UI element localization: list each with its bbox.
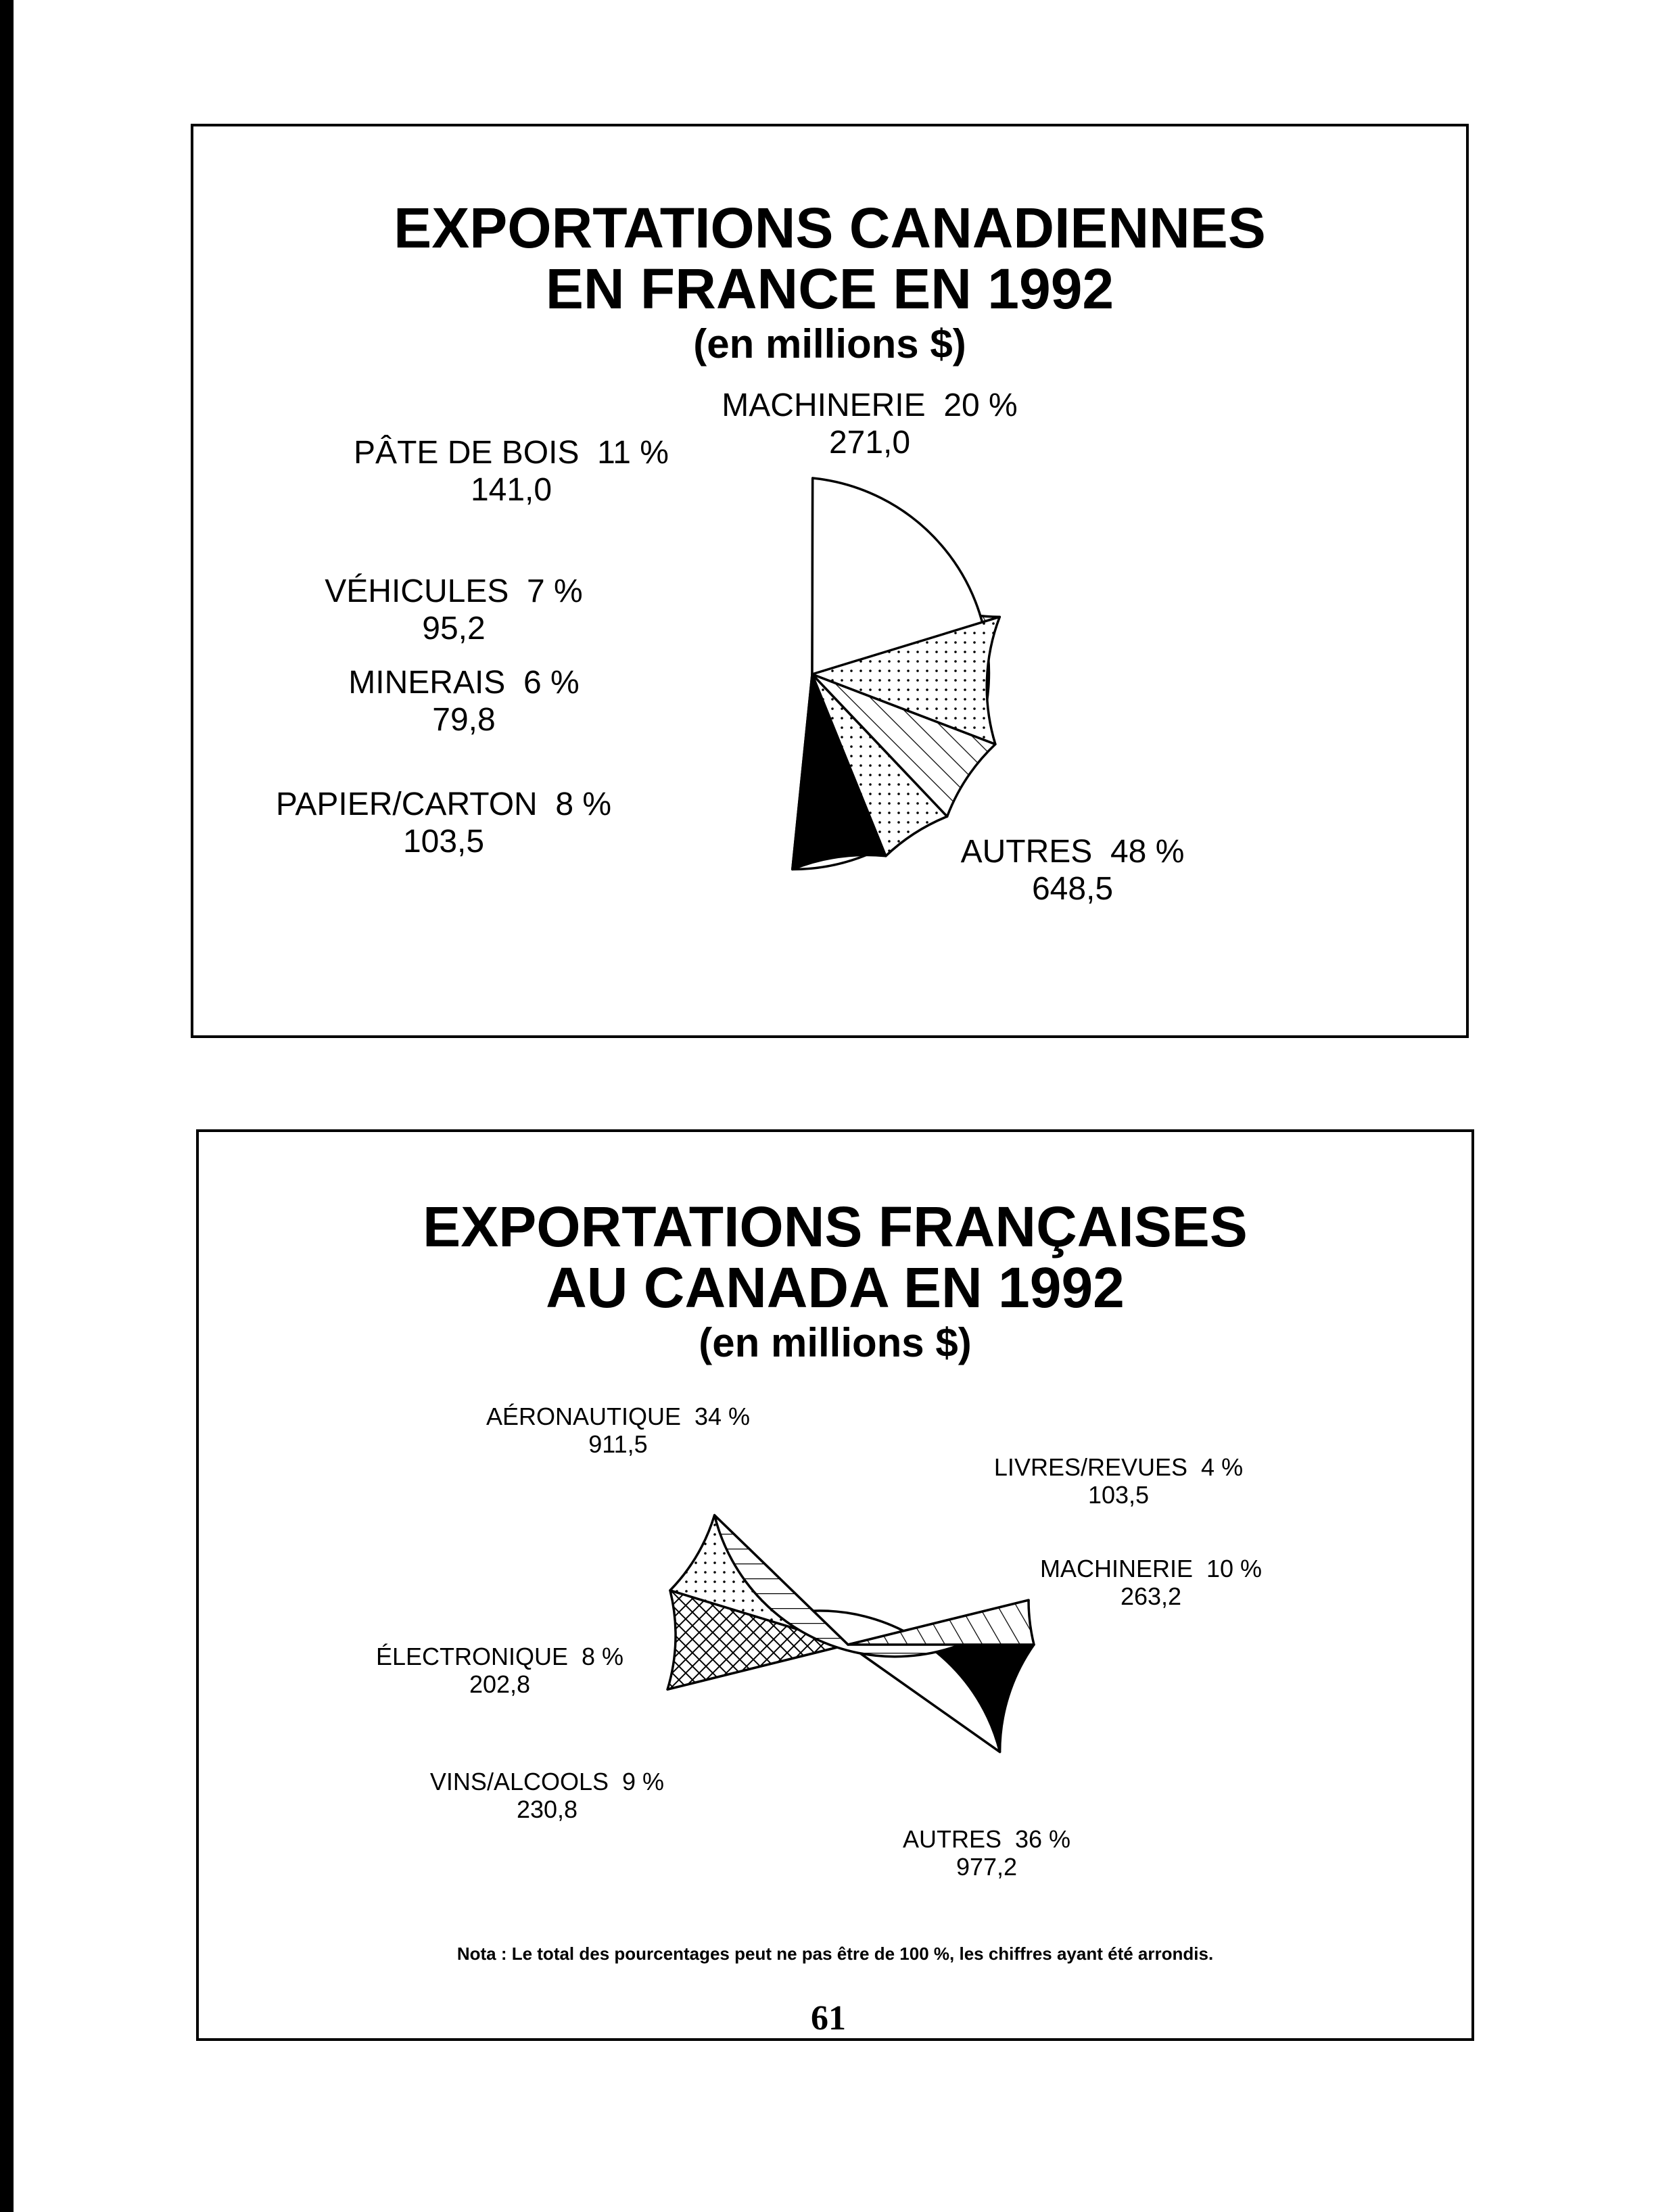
chart-panel-canada-to-france: [191, 124, 1469, 1038]
slice-label-machinerie: MACHINERIE 10 % 263,2: [1039, 1555, 1263, 1611]
chart-subtitle: (en millions $): [693, 321, 966, 367]
chart-panel-france-to-canada: [196, 1129, 1474, 2041]
chart-title-line2: AU CANADA EN 1992: [546, 1256, 1125, 1319]
slice-label-pate-de-bois: PÂTE DE BOIS 11 % 141,0: [354, 435, 669, 509]
slice-label-aeronautique: AÉRONAUTIQUE 34 % 911,5: [486, 1403, 751, 1459]
slice-label-machinerie: MACHINERIE 20 % 271,0: [722, 387, 1018, 461]
slice-label-livres-revues: LIVRES/REVUES 4 % 103,5: [993, 1453, 1244, 1509]
chart-title-line2: EN FRANCE EN 1992: [545, 257, 1114, 321]
chart-title: EXPORTATIONS CANADIENNES: [394, 196, 1266, 260]
slice-label-minerais: MINERAIS 6 % 79,8: [348, 665, 580, 738]
slice-label-vehicules: VÉHICULES 7 % 95,2: [325, 573, 583, 647]
slice-label-autres: AUTRES 36 % 977,2: [902, 1825, 1071, 1881]
slice-label-vins-alcools: VINS/ALCOOLS 9 % 230,8: [429, 1768, 665, 1824]
page-number: 61: [811, 1999, 846, 2038]
chart-title: EXPORTATIONS FRANÇAISES: [423, 1195, 1248, 1258]
binding-edge: [0, 0, 14, 2212]
slice-label-autres: AUTRES 48 % 648,5: [960, 834, 1185, 908]
pie-chart-france-to-canada: [199, 1132, 1471, 2041]
slice-label-papier-carton: PAPIER/CARTON 8 % 103,5: [275, 786, 612, 860]
slice-label-electronique: ÉLECTRONIQUE 8 % 202,8: [375, 1643, 624, 1699]
chart-subtitle: (en millions $): [699, 1320, 972, 1365]
footnote: Nota : Le total des pourcentages peut ne pas être de 100 %, les chiffres ayant été arrondis.: [456, 1944, 1214, 1964]
